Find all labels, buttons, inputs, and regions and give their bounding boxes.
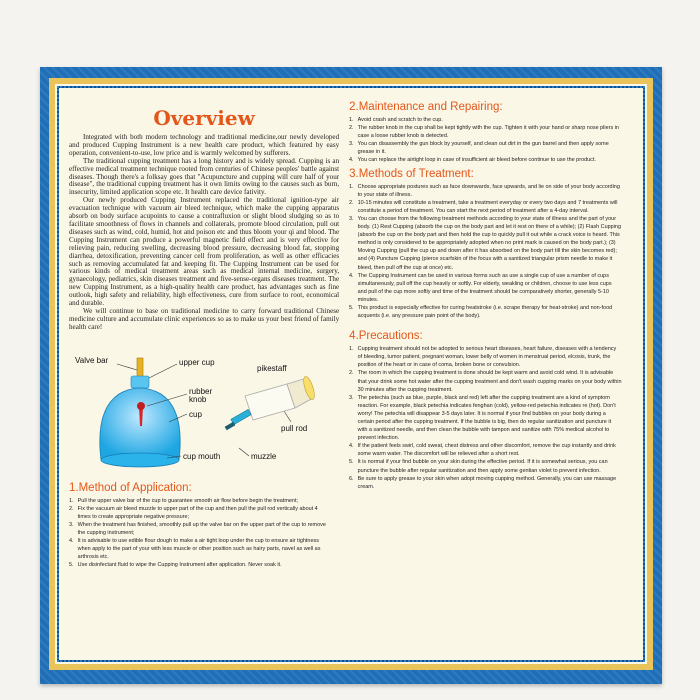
list-item: 5. It is normal if your find bubble on your skin during the effective period. If it is somewhat serious, you can puncture the bubble after regular sanitization and then apply some gentian violet to prevent infection. [349, 459, 608, 474]
label-pikestaff: pikestaff [257, 363, 287, 373]
list-item: 2. Fix the vacuum air bleed muzzle to upper part of the cup and then pull the pull rod vertically about 4 times to create appropriate negative pressure; [69, 505, 318, 520]
list-item: 5. This product is especially effective for curing heatstroke (i.e. scrape therapy for heat-stroke) and non-food acquents (i.e. any pressure pain point of the body). [349, 304, 613, 320]
overview-body [69, 134, 339, 332]
list-item: 4. It is advisable to use edible flour dough to make a air tight loop under the cup to ensure air tightness when apply to the part of your with less muscle or other position such as hairy parts, navel as well as arthrosis etc. [69, 538, 321, 561]
sheet-content [69, 98, 633, 650]
list-item: 1. Pull the upper valve bar of the cup to guarantee smooth air flow before begin the treatment; [69, 497, 299, 504]
list-item: 2. The rubber knob in the cup shall be kept tightly with the cup. Tighten it with your hand or sharp nose pliers in case a loose rubber knob is detected. [349, 125, 620, 140]
list-item: 1. Avoid crash and scratch to the cup. [349, 117, 443, 123]
label-muzzle: muzzle [251, 451, 277, 461]
cup-shape [100, 358, 180, 467]
label-rubber-knob: rubber knob [189, 386, 213, 404]
list-item: 4. You can replace the airtight loop in case of insufficient air bleed before continue to use the product. [349, 157, 597, 164]
label-valve-bar: Valve bar [75, 355, 109, 365]
method-of-application-title: 1.Method of Application: [69, 481, 192, 494]
maintenance-list [349, 116, 622, 165]
list-item: 3. You can disassembly the gun block by yourself, and clean out dirt in the gun barrel and then apply some grease in it. [349, 141, 609, 156]
overview-paragraph-1: Integrated with both modern technology and traditional medicine,our newly developed and produced Cupping Instrument is a new health care product, which featured by easy operation, convenient-to-use, low price and is warmly welcomed by sufferers. [69, 133, 340, 157]
overview-paragraph-2: The traditional cupping treatment has a long history and is widely spread. Cupping is an effective medical treatment technique rooted from centuries of Chinese peoples' battle against diseases. Though there's a folksay goes that "Acupuncture and cupping will cure half of your disease", the traditional cupping treatment has it own limits owing to the causes such as burn, insecurity, limited application scope etc. It health care device fativity. [69, 156, 340, 197]
list-item: 1. Cupping treatment should not be adopted to serious heart diseases, heart failure, diseases with a tendency of bleeding, tumor patient, pregnant woman, lower belly of women in menstrual period, elcosis, trunk, the position of the heart or in case of coma, broken bone or convulsion. [349, 346, 617, 369]
right-column [349, 98, 633, 650]
overview-title: Overview [153, 106, 255, 130]
list-item: 3. You can choose from the following treatment methods according to your state of illness and the part of your body. (1) Rest Cupping (absorb the cup on the body part and let it rest on there of a while); (2) Flash Cupping (absorb the cup on the body part and then hold the cup to quickly pull it out while a crack voice is heard. This method is only considered to be appropriately adopted when no print mark is caused on the body part.); (3) Moving Cupping (pull the cup up and down after it has absorbed on the body part till the skin becomes red); and (4) Puncture Cupping (pierce scarfskin of the focus with a sanitized triangular prism needle to make it bleed, then pull off the cup at once) etc. [349, 215, 622, 271]
left-column [69, 98, 339, 650]
sheet-frame [49, 78, 653, 670]
list-item: 1. Choose appropriate postures such as face downwards, face upwards, and lie on side of your body according to your state of illness. [349, 183, 621, 198]
list-item: 2. 10-15 minutes will constitute a treatment, take a treatment everyday or every two days and 7 treatments will constitute a period of treatment. You can start the next period of treatment after a 4-day interval. [349, 199, 618, 214]
label-upper-cup: upper cup [179, 357, 215, 367]
overview-paragraph-4: We will continue to base on traditional medicine to carry forward traditional Chinese medicine culture and accumulate clinic experiences so as to make us your best friend of family health care! [69, 306, 340, 331]
vacuum-pump-shape [225, 375, 317, 430]
cupping-diagram [69, 350, 339, 478]
label-pull-rod: pull rod [281, 423, 308, 433]
list-item: 2. The room in which the cupping treatment is done should be kept warm and avoid cold wind. It is advisable that your drink some hot water after the cupping treatment and don't wash cupping marks on your body within 30 minutes after the cupping treatment. [349, 370, 622, 393]
label-cup: cup [189, 409, 202, 419]
overview-paragraph-3: Our newly produced Cupping Instrument replaced the traditional ignition-type air evacuation technique with vacuum air bleed technique, which make the cupping apparatus absorb on body surface acupoints to cause a contrafluxion or slight blood sludging so as to facilitate smoothness of flows in channels and collaterals, promote blood circulation, pull out diseases such as wind, cold, humid, hot and poison etc and thus bloom your qi and blood. The Cupping Instrument can produce a powerful magnetic field effect and is very effective for relieving pain, reducing swelling, decreasing blood pressure, decreasing blood fat, stopping diarrhea, detoxification, preventing cancer cell from proliferation, as well as other efficacies such as removing accumulated fat and keeping fit. The Cupping Instrument can be used for various kinds of medical treatment areas such as medical internal medicine, surgery, gynaecology, pediatrics, skin diseases treatment and five-sense-organs diseases treatment. The new Cupping Instrument, as a high-quality health care product, has advantages such as fine outlook, high safety and reliability, high effectiveness, cure from surface to root, economical and durable. [69, 196, 340, 308]
methods-of-treatment-title: 3.Methods of Treatment: [349, 167, 474, 180]
precautions-list [349, 345, 622, 491]
precautions-title: 4.Precautions: [349, 330, 423, 343]
list-item: 3. The petechia (such as blue, purple, black and red) left after the cupping treatment are a kind of symptom reaction. For example, black petechia indicates fenghan (cold), yellow-red petechia indicates re (hot). Don't worry! The petechia will disappear 3-5 days later. It is normal if your find bubbles on your body during a certain period after the cupping treatment. If the bubble is big, then do regular sanitization and puncture it with a sanitized needle, and then clean the bubble with tampon and sanitize with 75% medical alcohol to prevent infection. [349, 394, 616, 442]
list-item: 3. When the treatment has finished, smoothly pull up the valve bar on the upper part of the cup to remove the cupping instrument; [69, 521, 326, 537]
instruction-sheet [40, 67, 662, 684]
list-item: 4. The Cupping Instrument can be used in various forms such as use a single cup of use a number of cups simultaneously, pull off the cup heavily or softly. For elderly, weakling or children, choose to use less cups and pull of the cup more softly and time of the treatment should be comparatively shorter, generally 5-10 minutes. [349, 272, 612, 303]
list-item: 5. Use disinfectant fluid to wipe the Cupping Instrument after application. Never soak it. [69, 562, 282, 569]
maintenance-title: 2.Maintenance and Repairing: [349, 101, 503, 113]
label-cup-mouth: cup mouth [183, 451, 221, 461]
list-item: 6. Be sure to apply grease to your skin when adopt moving cupping method. Generally, you can use massage cream. [349, 475, 617, 490]
methods-of-treatment-list [349, 183, 622, 321]
list-item: 4. If the patient feels swirl, cold sweat, chest distress and other discomfort, remove the cup instantly and drink some warm water. The discomfort will be relieved after a short rest. [349, 443, 617, 458]
method-of-application-list [69, 497, 328, 570]
